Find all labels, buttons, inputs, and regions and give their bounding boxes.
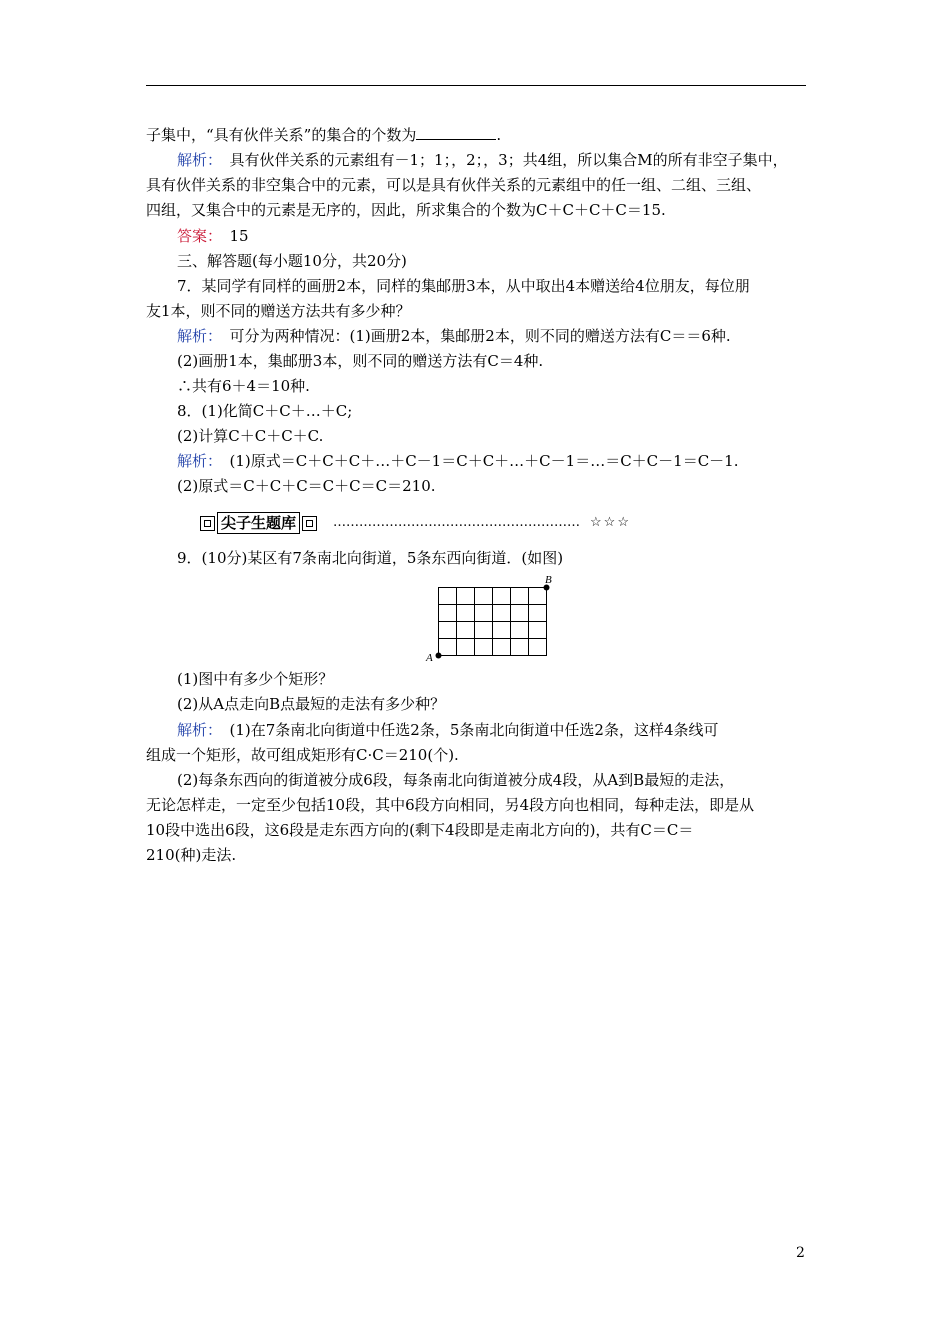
text-segment: (2)从A点走向B点最短的走法有多少种？ [177,695,446,713]
text-segment: 三、解答题(每小题10分，共20分) [177,252,407,270]
box-icon [200,516,215,531]
point-a [436,653,442,659]
text-segment: 具有伙伴关系的非空集合中的元素，可以是具有伙伴关系的元素组中的任一组、二组、三组、 [146,176,762,194]
question-7 [177,276,750,296]
section-heading [177,251,407,271]
text-line [146,745,459,765]
text-line [146,175,761,195]
text-segment: 9．(10分)某区有7条南北向街道，5条东西向街道．(如图) [177,549,564,567]
analysis-label: 解析： [177,721,215,739]
label-a: A [426,652,433,664]
banner-title: 尖子生题库 [217,512,300,534]
answer-value: 15 [214,227,249,245]
text-segment: 友1本，则不同的赠送方法共有多少种？ [146,302,411,320]
label-b: B [545,574,552,586]
text-segment: 7．某同学有同样的画册2本，同样的集邮册3本，从中取出4本赠送给4位朋友，每位朋 [177,277,750,295]
text-segment: (1)原式＝C＋C＋C＋…＋C－1＝C＋C＋…＋C－1＝…＝C＋C－1＝C－1. [214,452,739,470]
text-segment: 10段中选出6段，这6段是走东西方向的(剩下4段即是走南北方向的)，共有C＝C＝ [146,821,694,839]
text-segment: 具有伙伴关系的元素组有－1；1；，2；，3；共4组，所以集合M的所有非空子集中， [214,151,788,169]
text-line [146,125,501,145]
analysis-line [177,150,788,170]
text-segment: 可分为两种情况：(1)画册2本，集邮册2本，则不同的赠送方法有C＝＝6种. [214,327,731,345]
star-rating: ☆☆☆ [590,515,631,530]
text-line [177,376,310,396]
analysis-line [177,326,731,346]
answer-line [177,226,249,246]
text-segment: (1)图中有多少个矩形？ [177,670,334,688]
text-segment: (1)在7条南北向街道中任选2条，5条南北向街道中任选2条，这样4条线可 [214,721,719,739]
text-segment: (2)每条东西向的街道被分成6段，每条南北向街道被分成4段，从A到B最短的走法， [177,771,735,789]
box-icon [302,516,317,531]
analysis-line [177,720,718,740]
answer-blank [416,125,496,140]
text-line [146,820,693,840]
text-line [177,476,436,496]
text-segment: 8．(1)化简C＋C＋…＋C; [177,402,353,420]
text-segment: 无论怎样走，一定至少包括10段，其中6段方向相同，另4段方向也相同，每种走法，即是从 [146,796,755,814]
banner-section [198,512,631,534]
question-8 [177,401,352,421]
text-line [177,694,445,714]
text-line [146,795,754,815]
text-line [177,351,543,371]
banner-dots: ………………………………………………… [333,515,581,530]
text-segment: 四组，又集合中的元素是无序的，因此，所求集合的个数为C＋C＋C＋C＝15. [146,201,666,219]
text-line [177,426,323,446]
analysis-label: 解析： [177,452,215,470]
text-segment: (2)画册1本，集邮册3本，则不同的赠送方法有C＝4种. [177,352,544,370]
grid-lines [439,588,547,656]
question-9 [177,548,563,568]
text-segment: (2)计算C＋C＋C＋C. [177,427,324,445]
text-line [177,669,333,689]
street-grid-figure [424,573,554,665]
text-segment: . [496,126,502,144]
analysis-label: 解析： [177,151,215,169]
text-line [177,770,734,790]
text-line [146,200,666,220]
text-segment: 210(种)走法. [146,846,237,864]
text-line [146,301,411,321]
text-segment: ∴共有6＋4＝10种. [177,377,310,395]
text-segment: 组成一个矩形，故可组成矩形有C·C＝210(个). [146,746,459,764]
header-rule [146,85,806,86]
analysis-line [177,451,738,471]
analysis-label: 解析： [177,327,215,345]
text-segment: (2)原式＝C＋C＋C＝C＋C＝C＝210. [177,477,436,495]
text-segment: 子集中，“具有伙伴关系”的集合的个数为 [146,126,417,144]
page-number: 2 [796,1245,805,1261]
text-line [146,845,236,865]
answer-label: 答案： [177,227,215,245]
